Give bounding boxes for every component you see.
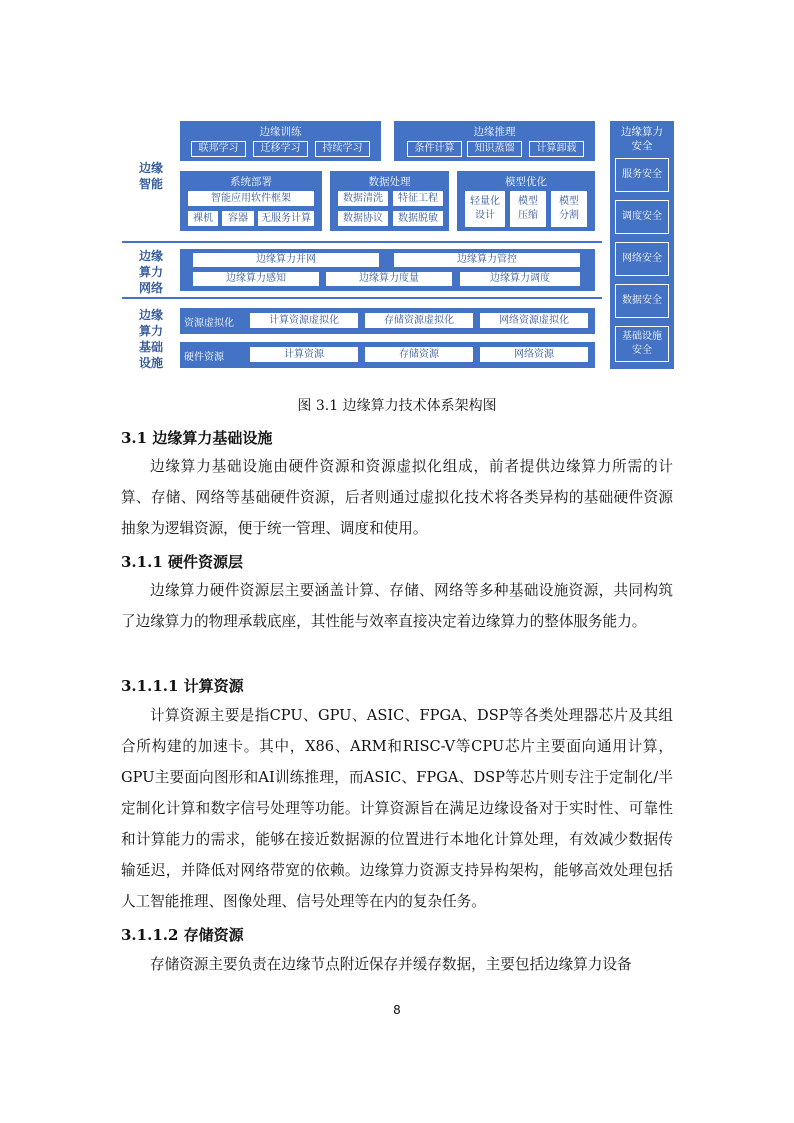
hardware-label: 硬件资源 [184, 352, 224, 363]
section-heading-3-1-1-2: 3.1.1.2 存储资源 [121, 926, 244, 944]
deployment-item: 容器 [222, 211, 254, 226]
section-paragraph: 边缘算力硬件资源层主要涵盖计算、存储、网络等多种基础设施资源，共同构筑了边缘算力的物理承载底座，其性能与效率直接决定着边缘算力的整体服务能力。 [121, 582, 673, 630]
inference-item: 条件计算 [407, 141, 462, 157]
model-optimization-block [457, 171, 595, 231]
security-item: 基础设施 安全 [615, 326, 669, 362]
data-processing-block [330, 171, 449, 231]
security-item: 调度安全 [615, 200, 669, 234]
virtualization-label: 资源虚拟化 [184, 318, 234, 329]
security-item: 网络安全 [615, 242, 669, 276]
inference-item: 知识蒸馏 [467, 141, 522, 157]
side-label-infrastructure: 边缘 算力 基础 设施 [138, 308, 163, 370]
section-paragraph: 边缘算力基础设施由硬件资源和资源虚拟化组成，前者提供边缘算力所需的计算、存储、网络等基础硬件资源，后者则通过虚拟化技术将各类异构的基础硬件资源抽象为逻辑资源，便于统一管理、调度和使用。 [121, 458, 673, 537]
deployment-item: 裸机 [188, 211, 218, 226]
network-item: 边缘算力管控 [394, 253, 580, 267]
compute-network-block [180, 249, 595, 291]
section-paragraph: 计算资源主要是指CPU、GPU、ASIC、FPGA、DSP等各类处理器芯片及其组合所构建的加速卡。其中，X86、ARM和RISC-V等CPU芯片主要面向通用计算，GPU主要面向图形和AI训练推理，而ASIC、FPGA、DSP等芯片则专注于定制化/半定制化计算和数字信号处理等功能。计算资源旨在满足边缘设备对于实时性、可靠性和计算能力的需求，能够在接近数据源的位置进行本地化计算处理，有效减少数据传输延迟，并降低对网络带宽的依赖。边缘算力资源支持异构架构，能够高效处理包括人工智能推理、图像处理、信号处理等在内的复杂任务。 [121, 707, 673, 910]
deployment-item: 无服务计算 [258, 211, 314, 226]
page-number: 8 [393, 1003, 401, 1017]
section-heading-3-1-1: 3.1.1 硬件资源层 [121, 553, 243, 571]
system-deployment-block [180, 171, 322, 231]
data-processing-title: 数据处理 [368, 176, 411, 188]
training-item: 持续学习 [315, 141, 370, 157]
section-heading-3-1: 3.1 边缘算力基础设施 [121, 429, 273, 447]
divider-line [122, 241, 602, 243]
training-item: 联邦学习 [191, 141, 246, 157]
data-processing-item: 数据协议 [338, 211, 388, 226]
network-item: 边缘算力感知 [193, 272, 319, 286]
virtualization-item: 网络资源虚拟化 [480, 313, 588, 328]
edge-inference-block [394, 121, 595, 161]
virtualization-item: 存储资源虚拟化 [365, 313, 473, 328]
model-optimization-item: 模型 分割 [551, 191, 587, 227]
hardware-item: 网络资源 [480, 347, 588, 362]
system-deployment-title: 系统部署 [230, 176, 272, 188]
data-processing-item: 数据清洗 [338, 191, 388, 206]
hardware-item: 计算资源 [250, 347, 358, 362]
security-block [610, 121, 674, 369]
side-label-edge-intelligence: 边缘 智能 [138, 161, 163, 191]
hardware-item: 存储资源 [365, 347, 473, 362]
data-processing-item: 数据脱敏 [393, 211, 443, 226]
security-item: 数据安全 [615, 284, 669, 318]
deployment-framework: 智能应用软件框架 [188, 191, 314, 206]
training-item: 迁移学习 [253, 141, 308, 157]
divider-line [122, 297, 602, 299]
network-item: 边缘算力调度 [460, 272, 580, 286]
edge-training-block [180, 121, 381, 161]
virtualization-block [180, 308, 595, 334]
section-paragraph: 存储资源主要负责在边缘节点附近保存并缓存数据，主要包括边缘算力设备 [150, 956, 632, 973]
network-item: 边缘算力并网 [193, 253, 379, 267]
section-heading-3-1-1-1: 3.1.1.1 计算资源 [121, 677, 244, 695]
figure-caption: 图 3.1 边缘算力技术体系架构图 [297, 398, 497, 414]
security-item: 服务安全 [615, 158, 669, 192]
edge-training-title: 边缘训练 [259, 126, 302, 138]
virtualization-item: 计算资源虚拟化 [250, 313, 358, 328]
edge-inference-title: 边缘推理 [473, 126, 516, 138]
inference-item: 计算卸载 [529, 141, 584, 157]
side-label-network: 边缘 算力 网络 [138, 249, 163, 295]
model-optimization-item: 轻量化 设计 [465, 191, 505, 227]
security-title: 边缘算力 安全 [621, 126, 663, 152]
hardware-block [180, 342, 595, 368]
model-optimization-item: 模型 压缩 [510, 191, 546, 227]
data-processing-item: 特征工程 [393, 191, 443, 206]
network-item: 边缘算力度量 [326, 272, 452, 286]
model-optimization-title: 模型优化 [505, 176, 547, 188]
